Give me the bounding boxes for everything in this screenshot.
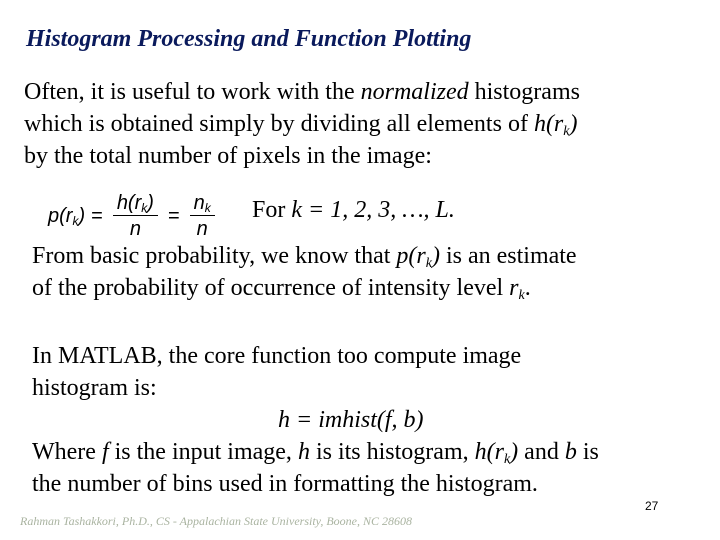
formula-range: For k = 1, 2, 3, …, L. — [252, 197, 455, 223]
slide-title: Histogram Processing and Function Plotting — [26, 26, 472, 52]
matlab-line-4: Where f is the input image, h is its histogram, $h(r_k)$ and b is — [32, 439, 599, 467]
matlab-paragraph — [32, 340, 599, 500]
matlab-line-2: histogram is: — [32, 375, 157, 401]
intro-line-2: which is obtained simply by dividing all elements of $h(r_k)$ — [24, 111, 578, 139]
formula-lhs: $p(r_k)$ — [48, 204, 86, 228]
formula-equals: = — [91, 204, 103, 227]
normalized-histogram-formula — [48, 188, 219, 244]
probability-line-2: of the probability of occurrence of intensity level $r_k$. — [32, 275, 531, 303]
probability-line-1: From basic probability, we know that $p(r_k)$ is an estimate — [32, 243, 577, 271]
intro-line-3: by the total number of pixels in the image: — [24, 143, 432, 169]
probability-paragraph — [32, 240, 577, 304]
matlab-line-5: the number of bins used in formatting the histogram. — [32, 471, 538, 497]
imhist-code: h = imhist(f, b) — [278, 407, 424, 433]
formula-equals-2: = — [167, 204, 180, 227]
formula-fraction-1: $\frac{h(r_k)}{n}$ — [113, 192, 158, 240]
footer-credit: Rahman Tashakkori, Ph.D., CS - Appalachian State University, Boone, NC 28608 — [20, 514, 412, 528]
page-number: 27 — [645, 499, 659, 513]
formula-fraction-2: $\frac{n_k}{n}$ — [190, 192, 215, 240]
matlab-line-1: In MATLAB, the core function too compute image — [32, 343, 522, 369]
intro-paragraph — [24, 76, 580, 172]
intro-line-1: Often, it is useful to work with the normalized histograms — [24, 79, 580, 105]
